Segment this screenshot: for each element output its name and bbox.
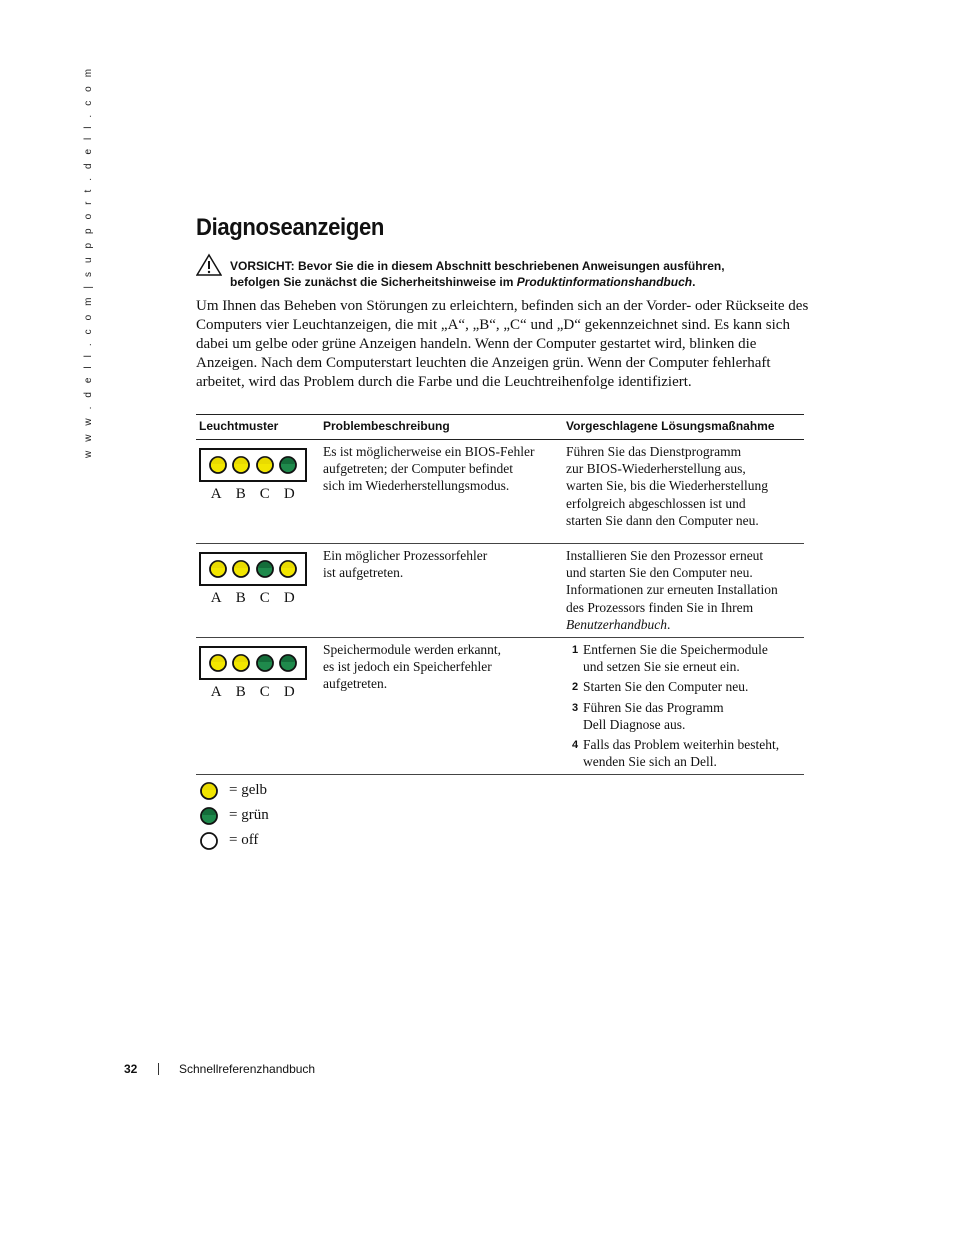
color-legend	[199, 778, 269, 853]
led-labels	[199, 486, 307, 503]
problem-cell	[320, 440, 563, 544]
led-b-icon	[231, 653, 251, 673]
led-d-icon	[278, 559, 298, 579]
page-footer	[124, 1062, 315, 1076]
table-row	[196, 638, 804, 775]
step-number: 2	[572, 681, 579, 694]
header-solution: Vorgeschlagene Lösungsmaßnahme	[563, 415, 804, 440]
solution-cell	[563, 440, 804, 544]
solution-line: Informationen zur erneuten Installation	[566, 582, 778, 598]
led-panel	[199, 552, 307, 586]
legend-label: = off	[229, 832, 259, 848]
solution-line	[566, 616, 801, 633]
solution-cell	[563, 544, 804, 638]
step-line: Dell Diagnose aus.	[583, 716, 686, 732]
green-led-icon	[199, 806, 229, 826]
step-number: 4	[572, 739, 579, 752]
legend-label: = gelb	[229, 782, 268, 798]
led-d-icon	[278, 455, 298, 475]
table-row	[196, 544, 804, 638]
table-row	[196, 440, 804, 544]
led-c-icon	[255, 455, 275, 475]
led-label-a: A	[210, 486, 223, 502]
caution-text	[230, 258, 810, 290]
led-label-c: C	[259, 684, 271, 700]
list-item	[572, 699, 801, 733]
yellow-led-icon	[199, 781, 229, 801]
step-line: Starten Sie den Computer neu.	[583, 679, 749, 695]
led-label-b: B	[235, 590, 247, 606]
solution-end: .	[667, 616, 671, 632]
led-d-icon	[278, 653, 298, 673]
led-pattern-cell	[196, 440, 320, 544]
step-line: wenden Sie sich an Dell.	[583, 754, 717, 770]
led-panel	[199, 448, 307, 482]
led-label-a: A	[210, 684, 223, 700]
problem-line: aufgetreten.	[323, 676, 388, 692]
footer-divider	[158, 1063, 159, 1075]
header-pattern: Leuchtmuster	[196, 415, 320, 440]
solution-line: des Prozessors finden Sie in Ihrem	[566, 599, 754, 615]
caution-line-2: befolgen Sie zunächst die Sicherheitshinweise im	[230, 275, 517, 289]
led-a-icon	[208, 653, 228, 673]
header-problem: Problembeschreibung	[320, 415, 563, 440]
off-led-icon	[199, 831, 229, 851]
led-pattern-cell	[196, 544, 320, 638]
led-c-icon	[255, 653, 275, 673]
led-label-c: C	[259, 590, 271, 606]
list-item	[572, 678, 801, 695]
problem-line: aufgetreten; der Computer befindet	[323, 461, 514, 477]
step-line: Falls das Problem weiterhin besteht,	[583, 737, 780, 753]
led-panel	[199, 646, 307, 680]
book-title: Schnellreferenzhandbuch	[179, 1062, 316, 1076]
step-line: und setzen Sie sie erneut ein.	[583, 659, 740, 675]
caution-manual-name: Produktinformationshandbuch	[516, 275, 693, 289]
led-b-icon	[231, 455, 251, 475]
legend-label: = grün	[229, 807, 269, 823]
led-a-icon	[208, 455, 228, 475]
step-number: 1	[572, 644, 579, 656]
solution-cell	[563, 638, 804, 775]
led-b-icon	[231, 559, 251, 579]
problem-line: es ist jedoch ein Speicherfehler	[323, 659, 492, 675]
led-label-d: D	[283, 486, 296, 502]
led-label-b: B	[235, 486, 247, 502]
page-number: 32	[124, 1062, 138, 1076]
page-title: Diagnoseanzeigen	[196, 214, 384, 241]
list-item	[572, 736, 801, 770]
side-url: w w w . d e l l . c o m | s u p p o r t . d e l l . c o m	[83, 65, 94, 458]
caution-label: VORSICHT:	[230, 259, 295, 273]
solution-steps	[566, 641, 801, 770]
caution-end: .	[692, 275, 696, 289]
warning-triangle-icon	[196, 253, 222, 277]
led-labels	[199, 590, 307, 607]
diagnostics-table	[196, 414, 804, 775]
table-header-row	[196, 415, 804, 440]
led-labels	[199, 684, 307, 701]
problem-cell	[320, 638, 563, 775]
solution-line: starten Sie dann den Computer neu.	[566, 512, 759, 528]
legend-item	[199, 803, 269, 828]
list-item	[572, 641, 801, 675]
problem-line: sich im Wiederherstellungsmodus.	[323, 478, 510, 494]
manual-name: Benutzerhandbuch	[566, 616, 667, 632]
solution-line: erfolgreich abgeschlossen ist und	[566, 495, 746, 511]
legend-item	[199, 828, 269, 853]
problem-line: Es ist möglicherweise ein BIOS-Fehler	[323, 444, 535, 459]
solution-line: zur BIOS-Wiederherstellung aus,	[566, 461, 746, 477]
led-label-a: A	[210, 590, 223, 606]
problem-cell	[320, 544, 563, 638]
step-number: 3	[572, 701, 579, 714]
solution-line: Führen Sie das Dienstprogramm	[566, 444, 742, 459]
led-label-d: D	[283, 684, 296, 700]
legend-item	[199, 778, 269, 803]
problem-line: ist aufgetreten.	[323, 565, 404, 581]
solution-line: und starten Sie den Computer neu.	[566, 565, 753, 581]
step-line: Entfernen Sie die Speichermodule	[583, 642, 768, 657]
solution-line: Installieren Sie den Prozessor erneut	[566, 548, 764, 563]
led-label-d: D	[283, 590, 296, 606]
led-a-icon	[208, 559, 228, 579]
intro-paragraph: Um Ihnen das Beheben von Störungen zu erleichtern, befinden sich an der Vorder- oder Rückseite des Computers vier Leuchtanzeigen, die mit „A“, „B“, „C“ und „D“ gekennzeichnet sind. Es kann sich dabei um gelbe oder grüne Anzeigen handeln. Wenn der Computer gestartet wird, blinken die Anzeigen. Nach dem Computerstart leuchten die Anzeigen grün. Wenn der Computer fehlerhaft arbeitet, wird das Problem durch die Farbe und die Leuchtreihenfolge identifiziert.	[196, 298, 809, 390]
caution-line-1: Bevor Sie die in diesem Abschnitt beschriebenen Anweisungen ausführen,	[294, 259, 725, 273]
problem-line: Ein möglicher Prozessorfehler	[323, 548, 488, 563]
solution-line: warten Sie, bis die Wiederherstellung	[566, 478, 769, 494]
led-pattern-cell	[196, 638, 320, 775]
step-line: Führen Sie das Programm	[583, 699, 724, 715]
led-label-b: B	[235, 684, 247, 700]
led-label-c: C	[259, 486, 271, 502]
led-c-icon	[255, 559, 275, 579]
problem-line: Speichermodule werden erkannt,	[323, 642, 502, 657]
